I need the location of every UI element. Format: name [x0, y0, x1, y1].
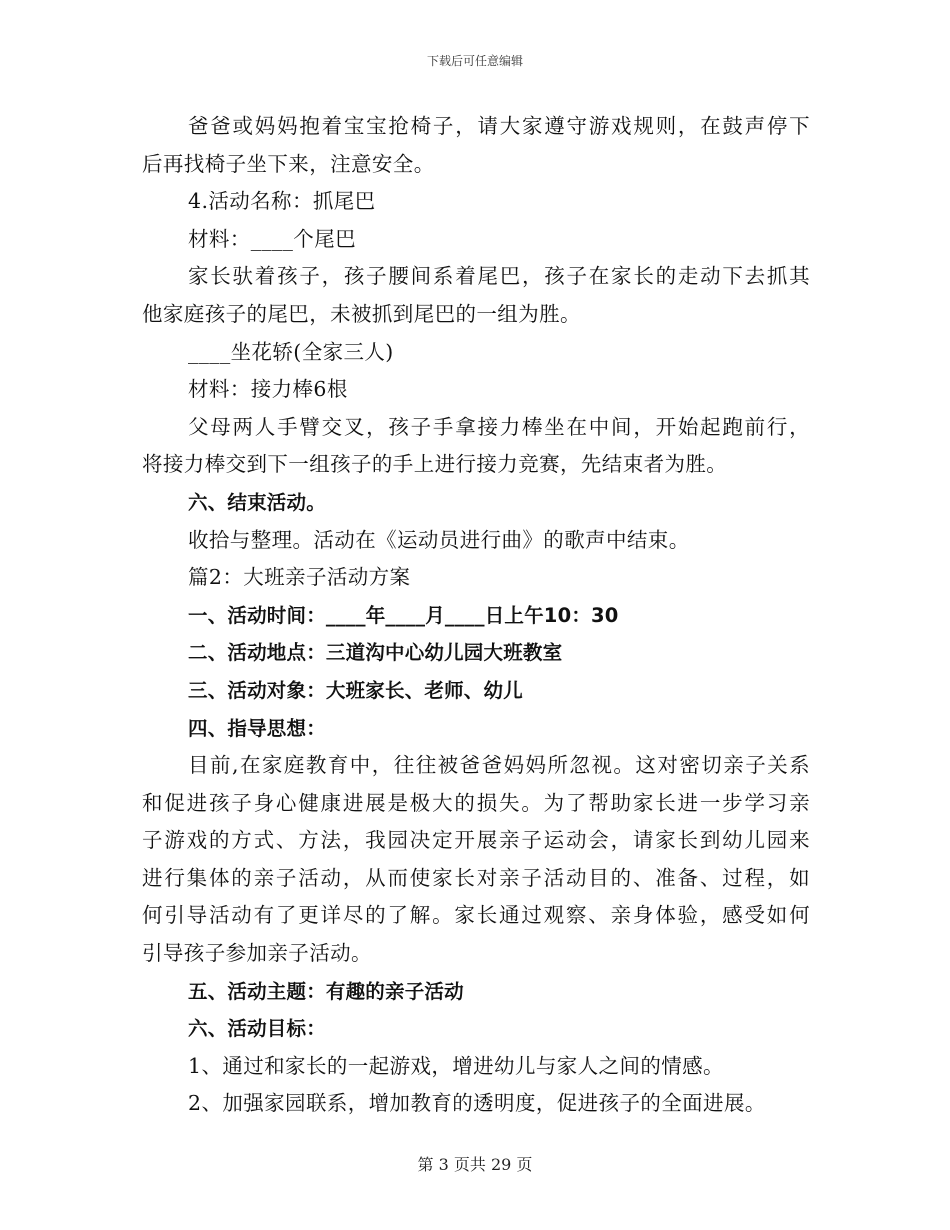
- section-heading: 六、结束活动。: [188, 490, 326, 514]
- text-line: 材料：____个尾巴: [188, 226, 356, 251]
- section-heading: 三、活动对象：大班家长、老师、幼儿: [188, 678, 523, 702]
- text-line: 家 长 驮 着 孩 子 ， 孩 子 腰 间 系 着 尾 巴 ， 孩 子 在 家 长 的 走 动 下 去 抓 其: [188, 264, 810, 289]
- document-body: [142, 108, 810, 1123]
- text-line: 他家庭孩子的尾巴，未被抓到尾巴的一组为胜。: [142, 301, 581, 326]
- text-line: 目 前 , 在 家 庭 教 育 中 ， 往 往 被 爸 爸 妈 妈 所 忽 视 。 这 对 密 切 亲 子 关 系: [188, 753, 810, 778]
- text-line: 材料：接力棒6根: [188, 377, 348, 402]
- text-line: 收拾与整理。活动在《运动员进行曲》的歌声中结束。: [188, 527, 690, 552]
- text-line: 后再找椅子坐下来，注意安全。: [142, 151, 435, 176]
- text-line: 将接力棒交到下一组孩子的手上进行接力竞赛，先结束者为胜。: [142, 452, 728, 477]
- section-heading: 二、活动地点：三道沟中心幼儿园大班教室: [188, 641, 563, 665]
- page-header: 下载后可任意编辑: [426, 54, 523, 68]
- text-line: 父 母 两 人 手 臂 交 叉 ， 孩 子 手 拿 接 力 棒 坐 在 中 间 ， 开 始 起 跑 前 行 ，: [188, 414, 810, 439]
- section-heading: 五、活动主题：有趣的亲子活动: [188, 979, 464, 1003]
- text-line: 爸 爸 或 妈 妈 抱 着 宝 宝 抢 椅 子 ， 请 大 家 遵 守 游 戏 规 则 ， 在 鼓 声 停 下: [188, 114, 810, 138]
- text-line: 2、加强家园联系，增加教育的透明度，促进孩子的全面进展。: [188, 1091, 766, 1116]
- page-footer: 第 3 页共 29 页: [417, 1155, 533, 1174]
- text-line: 子 游 戏 的 方 式 、 方 法 ， 我 园 决 定 开 展 亲 子 运 动 会 ， 请 家 长 到 幼 儿 园 来: [142, 828, 810, 853]
- text-line: 篇2：大班亲子活动方案: [188, 565, 411, 590]
- text-line: 何 引 导 活 动 有 了 更 详 尽 的 了 解 。 家 长 通 过 观 察 、 亲 身 体 验 ， 感 受 如 何: [142, 903, 810, 928]
- text-line: 4.活动名称：抓尾巴: [188, 189, 376, 214]
- text-line: 进 行 集 体 的 亲 子 活 动 ， 从 而 使 家 长 对 亲 子 活 动 目 的 、 准 备 、 过 程 ， 如: [142, 865, 810, 890]
- text-line: ____坐花轿(全家三人): [188, 339, 394, 364]
- section-heading: 四、指导思想：: [188, 716, 326, 740]
- text-line: 和 促 进 孩 子 身 心 健 康 进 展 是 极 大 的 损 失 。 为 了 帮 助 家 长 进 一 步 学 习 亲: [142, 790, 810, 815]
- text-line: 引导孩子参加亲子活动。: [142, 941, 372, 966]
- section-heading: 六、活动目标：: [188, 1017, 326, 1041]
- text-line: 1、通过和家长的一起游戏，增进幼儿与家人之间的情感。: [188, 1053, 724, 1078]
- section-heading: 一、活动时间：____年____月____日上午10：30: [188, 603, 619, 627]
